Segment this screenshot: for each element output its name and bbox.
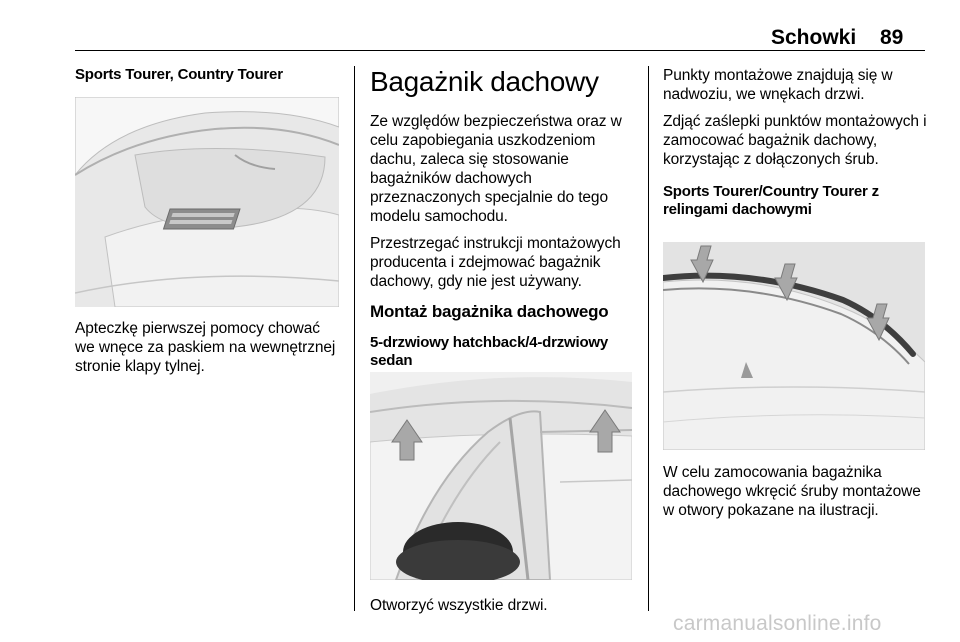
column-3-text [663,463,928,520]
column-divider-1 [354,66,355,611]
subheading-roof-rails: Sports Tourer/Country Tourer z relingami dachowymi [663,183,879,218]
screw-instruction-paragraph: W celu zamocowania bagażnika dachowego wkręcić śruby montażowe w otwory pokazane na ilustracji. [663,464,921,519]
column-divider-2 [648,66,649,611]
illustration-door-mounting-points [370,372,632,580]
roof-rack-paragraph-1: Ze względów bezpieczeństwa oraz w celu zapobiegania uszkodzeniom dachu, zaleca się stosowanie bagażników dachowych przeznaczonych specjalnie do tego modelu samochodu. [370,113,622,225]
illustration-roof-rails [663,242,925,450]
open-doors-caption: Otworzyć wszystkie drzwi. [370,597,548,614]
roof-rack-paragraph-2: Przestrzegać instrukcji montażowych producenta i zdejmować bagażnik dachowy, gdy nie jest używany. [370,235,621,290]
remove-caps-paragraph: Zdjąć zaślepki punktów montażowych i zamocować bagażnik dachowy, korzystając z dołączonych śrub. [663,113,927,168]
illustration-tailgate-first-aid [75,97,339,307]
column-1 [75,66,343,84]
first-aid-paragraph: Apteczkę pierwszej pomocy chować we wnęce za paskiem na wewnętrznej stronie klapy tylnej. [75,320,336,375]
column-2 [370,66,635,370]
watermark: carmanualsonline.info [673,612,882,635]
mounting-points-paragraph: Punkty montażowe znajdują się w nadwoziu, we wnękach drzwi. [663,67,893,103]
page-number: 89 [880,26,904,49]
column-3 [663,66,928,219]
subsection-title-mounting: Montaż bagażnika dachowego [370,302,609,321]
section-title-roof-rack: Bagażnik dachowy [370,66,599,97]
column-1-text [75,319,343,376]
section-heading-tourer: Sports Tourer, Country Tourer [75,66,283,83]
running-header-title: Schowki [771,26,857,49]
header-rule [75,50,925,51]
column-2-caption [370,596,635,615]
subheading-hatchback-sedan: 5-drzwiowy hatchback/4-drzwiowy sedan [370,334,609,369]
